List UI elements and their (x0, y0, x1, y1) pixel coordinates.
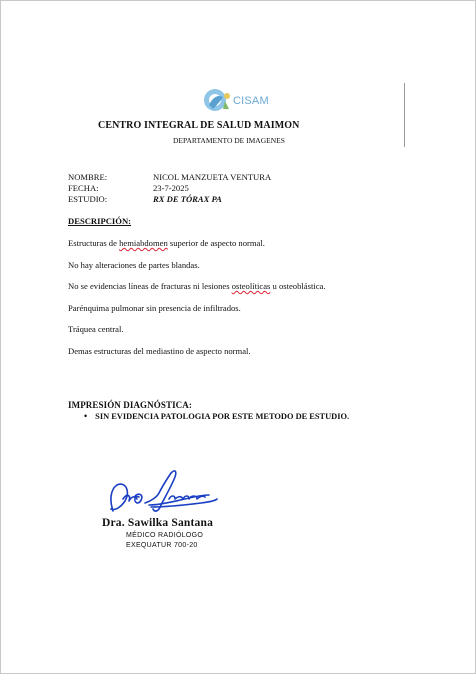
description-paragraph: Parénquima pulmonar sin presencia de infiltrados. (68, 302, 241, 313)
description-body (68, 238, 368, 367)
patient-info (68, 172, 271, 205)
handwritten-signature (105, 465, 221, 517)
text-segment: u osteoblástica. (270, 281, 326, 291)
logo-wordmark: CISAM (233, 95, 269, 107)
description-paragraph: Demas estructuras del mediastino de aspecto normal. (68, 345, 251, 356)
center-title: CENTRO INTEGRAL DE SALUD MAIMON (98, 120, 300, 131)
description-paragraph: No hay alteraciones de partes blandas. (68, 259, 200, 270)
exequatur-number: EXEQUATUR 700-20 (126, 542, 198, 549)
doctor-title: MÉDICO RADIÓLOGO (126, 532, 204, 539)
bullet-icon: • (84, 411, 88, 421)
margin-marker (404, 83, 405, 147)
date-row (68, 183, 271, 194)
misspelled-word: hemiabdomen (119, 238, 168, 248)
description-paragraph (68, 281, 368, 292)
misspelled-word: osteolíticas (231, 281, 271, 291)
text-segment: Estructuras de (68, 238, 120, 248)
doctor-name: Dra. Sawilka Santana (102, 517, 214, 529)
date-label: FECHA: (68, 183, 99, 193)
description-paragraph (68, 238, 368, 249)
description-paragraph: Tráquea central. (68, 324, 124, 334)
impression-text: SIN EVIDENCIA PATOLOGIA POR ESTE METODO DE ESTUDIO. (95, 411, 350, 421)
study-value: RX DE TÓRAX PA (153, 194, 222, 204)
description-heading: DESCRIPCIÓN: (68, 216, 132, 226)
study-row (68, 194, 271, 205)
name-label: NOMBRE: (68, 172, 108, 182)
name-row (68, 172, 271, 183)
date-value: 23-7-2025 (153, 183, 189, 193)
text-segment: No se evidencias líneas de fracturas ni lesiones (68, 281, 232, 291)
impression-item (84, 411, 349, 421)
study-label: ESTUDIO: (68, 194, 108, 204)
name-value: NICOL MANZUETA VENTURA (153, 172, 272, 182)
impression-heading: IMPRESIÓN DIAGNÓSTICA: (68, 400, 192, 410)
text-segment: superior de aspecto normal. (167, 238, 265, 248)
department-subtitle: DEPARTAMENTO DE IMAGENES (173, 136, 285, 145)
